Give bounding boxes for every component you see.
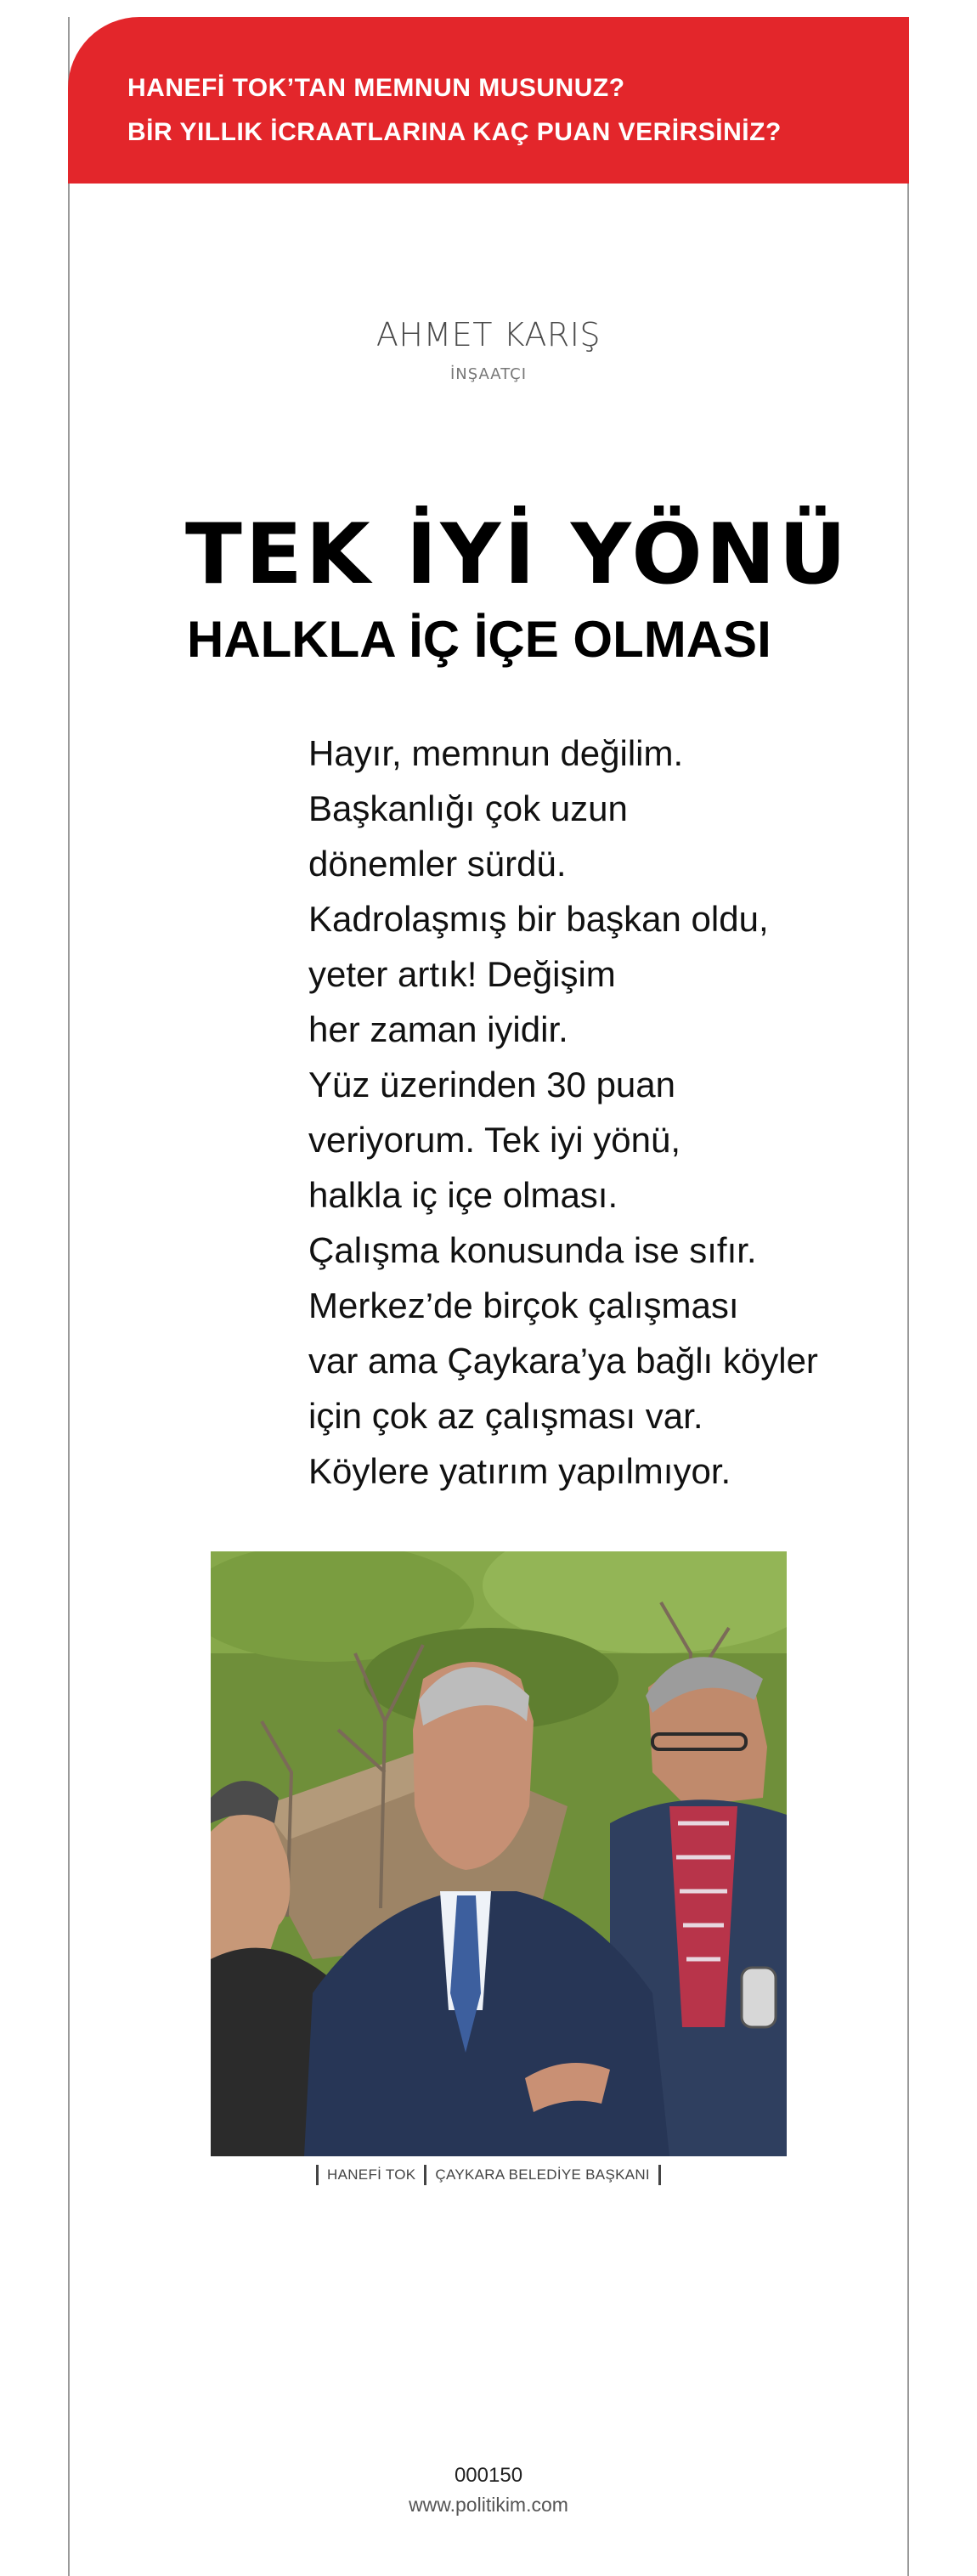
body-text	[308, 726, 835, 1499]
website-link[interactable]: www.politikim.com	[409, 2494, 568, 2516]
headline-main: TEK İYİ YÖNÜ	[185, 506, 850, 603]
caption-divider	[658, 2165, 661, 2185]
author-name: AHMET KARIŞ	[376, 316, 601, 353]
caption-divider	[316, 2165, 319, 2185]
question-banner	[68, 17, 909, 184]
body-line: Başkanlığı çok uzun	[308, 788, 628, 828]
body-line: Kadrolaşmış bir başkan oldu,	[308, 899, 769, 939]
body-line: Köylere yatırım yapılmıyor.	[308, 1451, 731, 1491]
author-title: İNŞAATÇI	[449, 365, 528, 383]
headline-sub: HALKLA İÇ İÇE OLMASI	[187, 611, 771, 668]
body-line: Hayır, memnun değilim.	[308, 733, 684, 773]
banner-line-1: HANEFİ TOK’TAN MEMNUN MUSUNUZ?	[127, 74, 625, 102]
caption-role: ÇAYKARA BELEDİYE BAŞKANI	[435, 2166, 650, 2183]
caption-name: HANEFİ TOK	[327, 2166, 416, 2183]
banner-line-2: BİR YILLIK İCRAATLARINA KAÇ PUAN VERİRSİNİZ?	[127, 118, 782, 146]
body-line: Yüz üzerinden 30 puan	[308, 1065, 675, 1104]
body-line: dönemler sürdü.	[308, 844, 567, 884]
photo-caption	[0, 2165, 977, 2185]
body-line: Merkez’de birçok çalışması	[308, 1285, 739, 1325]
caption-divider	[424, 2165, 426, 2185]
body-line: var ama Çaykara’ya bağlı köyler	[308, 1341, 818, 1381]
body-line: için çok az çalışması var.	[308, 1396, 703, 1436]
page-number: 000150	[454, 2464, 523, 2487]
body-line: halkla iç içe olması.	[308, 1175, 618, 1215]
body-line: her zaman iyidir.	[308, 1009, 568, 1049]
news-photo	[211, 1551, 787, 2156]
body-line: Çalışma konusunda ise sıfır.	[308, 1230, 757, 1270]
body-line: veriyorum. Tek iyi yönü,	[308, 1120, 681, 1160]
body-line: yeter artık! Değişim	[308, 954, 616, 994]
